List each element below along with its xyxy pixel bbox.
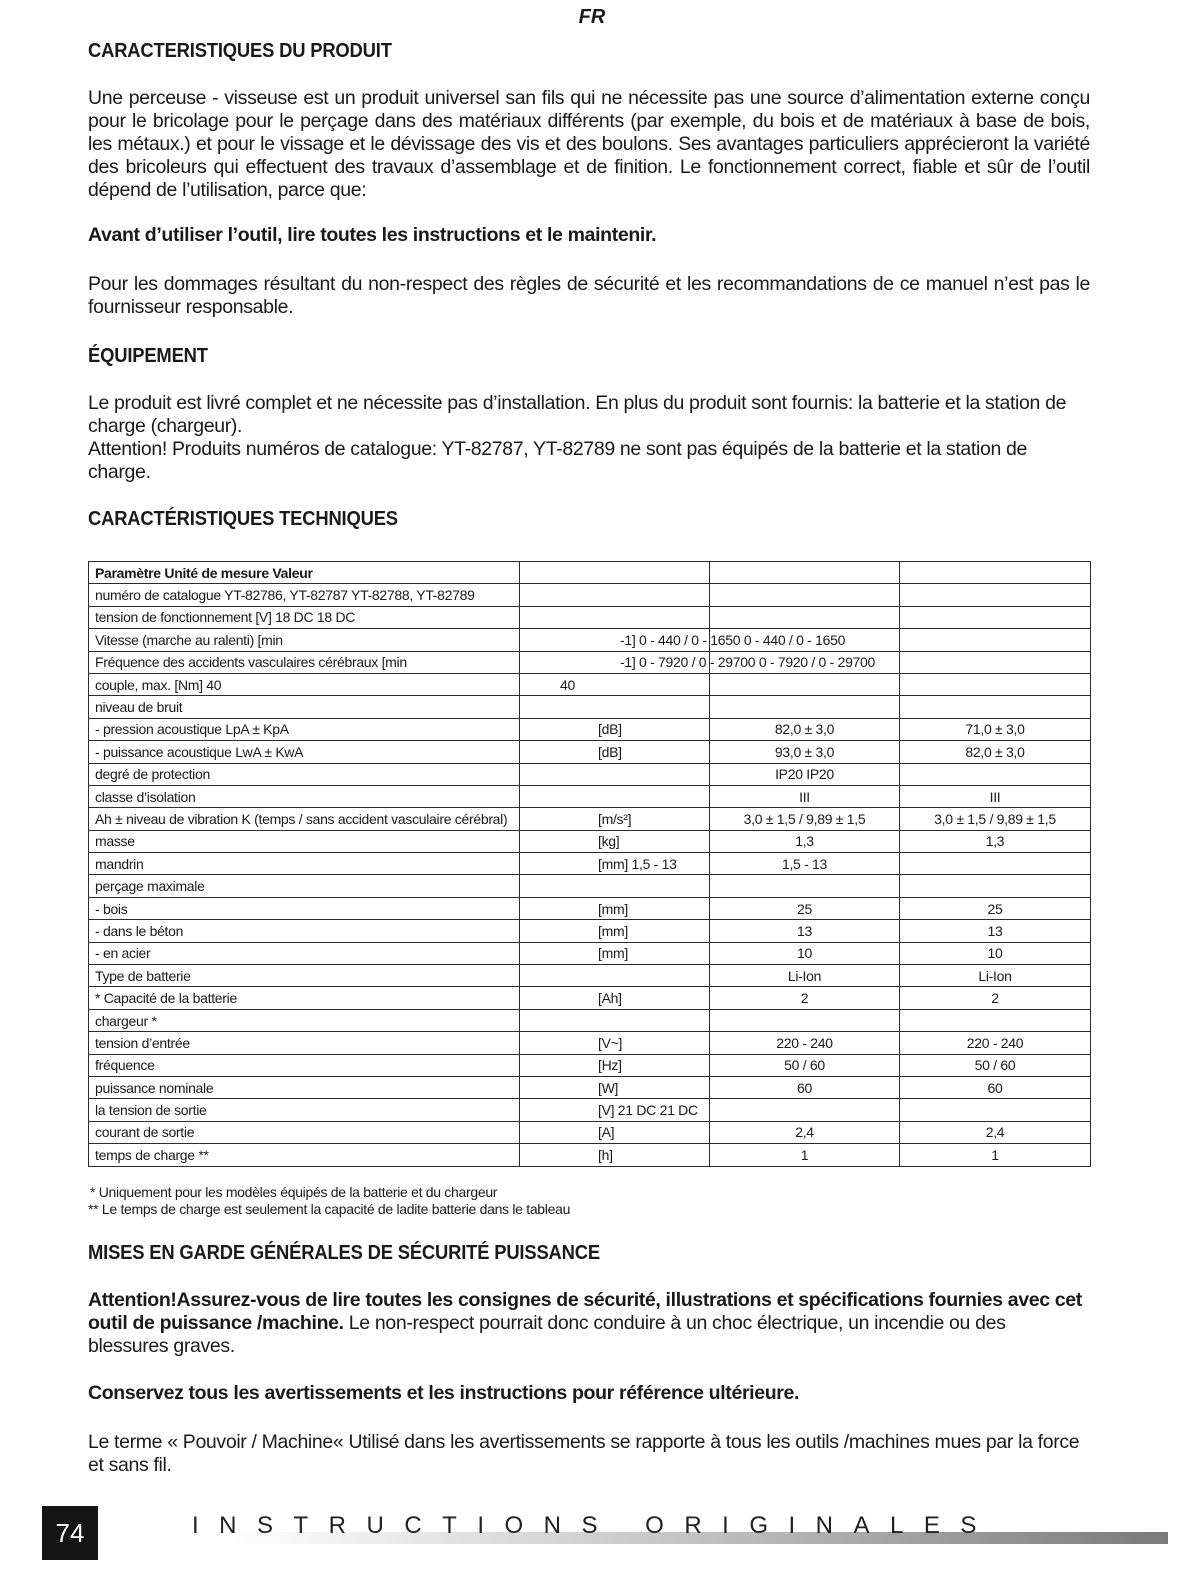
table-cell: puissance nominale xyxy=(89,1076,520,1098)
table-row xyxy=(89,965,1091,987)
table-cell: 220 - 240 xyxy=(710,1032,900,1054)
table-cell: 1,3 xyxy=(710,830,900,852)
table-cell: 220 - 240 xyxy=(900,1032,1091,1054)
table-cell: [V~] xyxy=(520,1032,710,1054)
table-cell: III xyxy=(900,785,1091,807)
table-cell: [m/s²] xyxy=(520,808,710,830)
table-cell xyxy=(710,1099,900,1121)
table-cell: - puissance acoustique LwA ± KwA xyxy=(89,741,520,763)
table-cell: 40 xyxy=(520,673,710,695)
table-cell: Paramètre Unité de mesure Valeur xyxy=(89,562,520,584)
table-row xyxy=(89,741,1091,763)
table-row xyxy=(89,785,1091,807)
safety-attention-rest: Le non-respect pourrait donc conduire à un choc électrique, un incendie ou des blessures graves. xyxy=(88,1311,1006,1357)
table-cell: tension d’entrée xyxy=(89,1032,520,1054)
table-cell: - en acier xyxy=(89,942,520,964)
table-cell: - bois xyxy=(89,897,520,919)
table-cell: 1 xyxy=(710,1144,900,1166)
table-cell: [h] xyxy=(520,1144,710,1166)
table-cell xyxy=(900,562,1091,584)
table-cell xyxy=(900,673,1091,695)
safety-title: MISES EN GARDE GÉNÉRALES DE SÉCURITÉ PUISSANCE xyxy=(88,1241,600,1264)
table-cell xyxy=(710,696,900,718)
table-cell: 13 xyxy=(710,920,900,942)
table-row xyxy=(89,875,1091,897)
table-cell: 60 xyxy=(900,1076,1091,1098)
table-cell xyxy=(520,785,710,807)
equipment-title: ÉQUIPEMENT xyxy=(88,345,208,367)
table-cell: Li-Ion xyxy=(710,965,900,987)
table-cell xyxy=(520,606,710,628)
table-row xyxy=(89,920,1091,942)
table-cell: 3,0 ± 1,5 / 9,89 ± 1,5 xyxy=(900,808,1091,830)
table-cell: chargeur * xyxy=(89,1009,520,1031)
tech-title: CARACTÉRISTIQUES TECHNIQUES xyxy=(88,508,398,530)
table-cell xyxy=(520,562,710,584)
table-row xyxy=(89,763,1091,785)
table-cell: 1 xyxy=(900,1144,1091,1166)
table-row xyxy=(89,629,1091,651)
product-warning: Avant d’utiliser l’outil, lire toutes les instructions et le maintenir. xyxy=(88,224,657,246)
table-cell: 25 xyxy=(900,897,1091,919)
table-cell: Ah ± niveau de vibration K (temps / sans accident vasculaire cérébral) xyxy=(89,808,520,830)
table-cell xyxy=(520,875,710,897)
table-cell: 60 xyxy=(710,1076,900,1098)
table-cell: [Ah] xyxy=(520,987,710,1009)
table-cell: 13 xyxy=(900,920,1091,942)
table-cell: 10 xyxy=(900,942,1091,964)
table-row xyxy=(89,942,1091,964)
table-cell: - dans le béton xyxy=(89,920,520,942)
table-cell: 2 xyxy=(710,987,900,1009)
table-cell: 25 xyxy=(710,897,900,919)
spec-table xyxy=(88,561,1091,1167)
table-cell xyxy=(900,875,1091,897)
product-liability: Pour les dommages résultant du non-respect des règles de sécurité et les recommandations de ce manuel n’est pas le fournisseur responsable. xyxy=(88,273,1090,318)
table-cell: * Capacité de la batterie xyxy=(89,987,520,1009)
language-marker: FR xyxy=(578,6,606,28)
table-cell: tension de fonctionnement [V] 18 DC 18 DC xyxy=(89,606,520,628)
safety-attention xyxy=(88,1289,1090,1358)
table-cell: degré de protection xyxy=(89,763,520,785)
table-cell xyxy=(520,584,710,606)
table-cell: 82,0 ± 3,0 xyxy=(710,718,900,740)
table-row xyxy=(89,830,1091,852)
table-cell xyxy=(520,965,710,987)
table-cell: [mm] xyxy=(520,942,710,964)
table-cell: fréquence xyxy=(89,1054,520,1076)
table-cell: 2,4 xyxy=(900,1121,1091,1143)
table-cell: [mm] xyxy=(520,920,710,942)
table-cell: 93,0 ± 3,0 xyxy=(710,741,900,763)
table-cell: [A] xyxy=(520,1121,710,1143)
safety-attention-bold: Attention!Assurez-vous de lire toutes les consignes de sécurité, illustrations et spécifications fournies avec cet outil de puissance /machine. xyxy=(88,1288,1082,1334)
table-cell: 1,5 - 13 xyxy=(710,853,900,875)
table-row xyxy=(89,897,1091,919)
equipment-attention: Attention! Produits numéros de catalogue: YT-82787, YT-82789 ne sont pas équipés de la batterie et la station de charge. xyxy=(88,438,1027,483)
table-cell: temps de charge ** xyxy=(89,1144,520,1166)
table-cell: [dB] xyxy=(520,718,710,740)
table-cell: mandrin xyxy=(89,853,520,875)
table-cell xyxy=(900,853,1091,875)
table-cell: III xyxy=(710,785,900,807)
table-cell: 10 xyxy=(710,942,900,964)
table-cell xyxy=(520,763,710,785)
table-cell: [mm] xyxy=(520,897,710,919)
table-cell: 2 xyxy=(900,987,1091,1009)
table-cell xyxy=(900,763,1091,785)
table-row xyxy=(89,808,1091,830)
page-footer xyxy=(42,1506,1168,1560)
table-cell: [Hz] xyxy=(520,1054,710,1076)
page-number: 74 xyxy=(42,1506,98,1560)
table-cell xyxy=(710,584,900,606)
table-cell: [V] 21 DC 21 DC xyxy=(520,1099,710,1121)
table-row xyxy=(89,1009,1091,1031)
table-cell xyxy=(900,651,1091,673)
safety-term: Le terme « Pouvoir / Machine« Utilisé dans les avertissements se rapporte à tous les outils /machines mues par la force et sans fil. xyxy=(88,1430,1080,1476)
footer-title: INSTRUCTIONS ORIGINALES xyxy=(192,1512,997,1539)
product-title: CARACTERISTIQUES DU PRODUIT xyxy=(88,40,392,62)
table-cell: niveau de bruit xyxy=(89,696,520,718)
table-cell xyxy=(900,606,1091,628)
table-cell xyxy=(520,696,710,718)
table-notes xyxy=(88,1184,1090,1218)
table-cell: couple, max. [Nm] 40 xyxy=(89,673,520,695)
table-cell: 71,0 ± 3,0 xyxy=(900,718,1091,740)
table-row xyxy=(89,1144,1091,1166)
table-cell: Vitesse (marche au ralenti) [min xyxy=(89,629,520,651)
equipment-text: Le produit est livré complet et ne nécessite pas d’installation. En plus du produit sont fournis: la batterie et la station de charge (chargeur). xyxy=(88,392,1067,437)
table-row xyxy=(89,673,1091,695)
table-row xyxy=(89,718,1091,740)
table-cell: [mm] 1,5 - 13 xyxy=(520,853,710,875)
table-cell xyxy=(710,875,900,897)
table-row xyxy=(89,584,1091,606)
table-row xyxy=(89,1121,1091,1143)
table-cell: perçage maximale xyxy=(89,875,520,897)
table-cell: 50 / 60 xyxy=(710,1054,900,1076)
table-cell: classe d’isolation xyxy=(89,785,520,807)
table-cell xyxy=(900,1009,1091,1031)
table-cell xyxy=(900,696,1091,718)
table-cell xyxy=(900,584,1091,606)
table-cell: Li-Ion xyxy=(900,965,1091,987)
table-cell: 3,0 ± 1,5 / 9,89 ± 1,5 xyxy=(710,808,900,830)
table-row xyxy=(89,696,1091,718)
table-cell: 82,0 ± 3,0 xyxy=(900,741,1091,763)
table-cell xyxy=(900,629,1091,651)
table-cell: IP20 IP20 xyxy=(710,763,900,785)
table-row xyxy=(89,987,1091,1009)
table-row xyxy=(89,651,1091,673)
table-cell: courant de sortie xyxy=(89,1121,520,1143)
note-charge-time: ** Le temps de charge est seulement la capacité de ladite batterie dans le tableau xyxy=(88,1200,571,1217)
table-cell: - pression acoustique LpA ± KpA xyxy=(89,718,520,740)
table-cell: 2,4 xyxy=(710,1121,900,1143)
note-battery: * Uniquement pour les modèles équipés de la batterie et du chargeur xyxy=(90,1183,498,1200)
table-row xyxy=(89,606,1091,628)
table-cell xyxy=(710,606,900,628)
safety-keep: Conservez tous les avertissements et les instructions pour référence ultérieure. xyxy=(88,1381,800,1404)
table-cell: masse xyxy=(89,830,520,852)
table-cell: -1] 0 - 7920 / 0 - 29700 0 - 7920 / 0 - 29700 xyxy=(520,651,710,673)
table-cell: numéro de catalogue YT-82786, YT-82787 YT-82788, YT-82789 xyxy=(89,584,520,606)
table-cell: la tension de sortie xyxy=(89,1099,520,1121)
table-row xyxy=(89,1076,1091,1098)
table-cell: -1] 0 - 440 / 0 - 1650 0 - 440 / 0 - 1650 xyxy=(520,629,710,651)
table-cell xyxy=(710,673,900,695)
table-cell: [W] xyxy=(520,1076,710,1098)
table-row xyxy=(89,562,1091,584)
table-cell xyxy=(710,1009,900,1031)
table-cell: 50 / 60 xyxy=(900,1054,1091,1076)
table-cell xyxy=(710,562,900,584)
product-intro: Une perceuse - visseuse est un produit universel san fils qui ne nécessite pas une source d’alimentation externe conçu pour le bricolage pour le perçage dans des matériaux différents (par exemple, du bois et de matériaux à base de bois, les métaux.) et pour le vissage et le dévissage des vis et des boulons. Ses avantages particuliers apprécieront la variété des bricoleurs qui effectuent des travaux d’assemblage et de finition. Le fonctionnement correct, fiable et sûr de l’outil dépend de l’utilisation, parce que: xyxy=(88,87,1090,201)
table-cell xyxy=(900,1099,1091,1121)
table-row xyxy=(89,1032,1091,1054)
table-cell xyxy=(520,1009,710,1031)
table-cell: Type de batterie xyxy=(89,965,520,987)
table-cell: 1,3 xyxy=(900,830,1091,852)
table-cell: [dB] xyxy=(520,741,710,763)
table-row xyxy=(89,1099,1091,1121)
table-cell: [kg] xyxy=(520,830,710,852)
table-row xyxy=(89,1054,1091,1076)
table-cell: Fréquence des accidents vasculaires cérébraux [min xyxy=(89,651,520,673)
table-row xyxy=(89,853,1091,875)
page-content xyxy=(88,40,1090,1477)
